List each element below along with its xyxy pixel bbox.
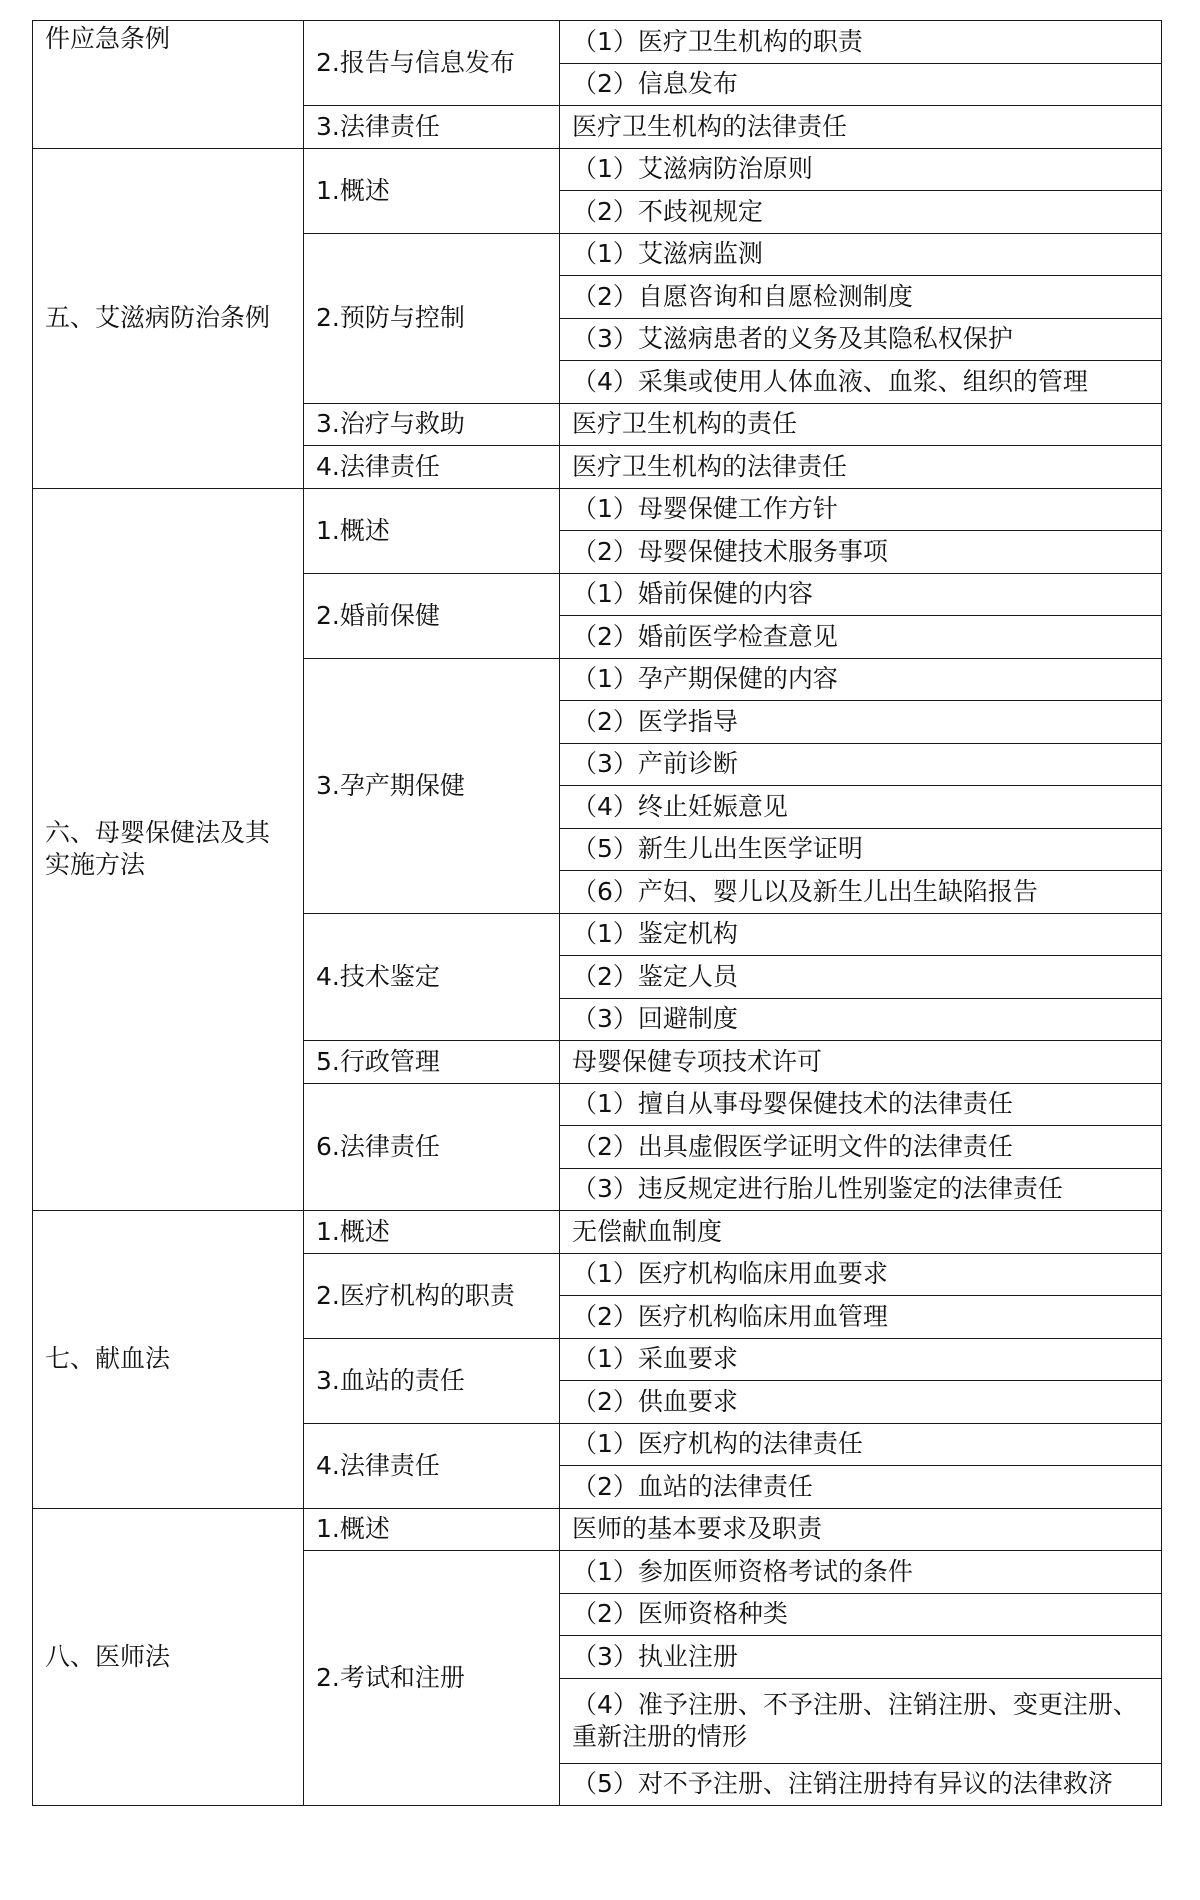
sub-item: （3）违反规定进行胎儿性别鉴定的法律责任 <box>560 1168 1162 1211</box>
sub-item: （2）鉴定人员 <box>560 956 1162 999</box>
item-label: 2.考试和注册 <box>304 1551 560 1806</box>
sub-item: （4）终止妊娠意见 <box>560 786 1162 829</box>
table-row <box>33 1508 1162 1551</box>
sub-item: （1）艾滋病监测 <box>560 233 1162 276</box>
sub-item: （1）医疗卫生机构的职责 <box>560 21 1162 64</box>
sub-item: （1）参加医师资格考试的条件 <box>560 1551 1162 1594</box>
sub-item: 无偿献血制度 <box>560 1211 1162 1254</box>
table-row <box>33 21 1162 64</box>
sub-item: （2）出具虚假医学证明文件的法律责任 <box>560 1126 1162 1169</box>
sub-item: （2）不歧视规定 <box>560 191 1162 234</box>
sub-item: （1）艾滋病防治原则 <box>560 148 1162 191</box>
sub-item: （4）准予注册、不予注册、注销注册、变更注册、重新注册的情形 <box>560 1678 1162 1763</box>
item-label: 1.概述 <box>304 148 560 233</box>
sub-item: （4）采集或使用人体血液、血浆、组织的管理 <box>560 361 1162 404</box>
sub-item: （2）婚前医学检查意见 <box>560 616 1162 659</box>
item-label: 3.法律责任 <box>304 106 560 149</box>
sub-item: （2）医学指导 <box>560 701 1162 744</box>
sub-item: （1）采血要求 <box>560 1338 1162 1381</box>
sub-item: （2）供血要求 <box>560 1381 1162 1424</box>
item-label: 5.行政管理 <box>304 1041 560 1084</box>
sub-item: （2）自愿咨询和自愿检测制度 <box>560 276 1162 319</box>
outline-table <box>32 20 1162 1806</box>
sub-item: （2）母婴保健技术服务事项 <box>560 531 1162 574</box>
sub-item: （1）婚前保健的内容 <box>560 573 1162 616</box>
sub-item: 母婴保健专项技术许可 <box>560 1041 1162 1084</box>
item-label: 4.法律责任 <box>304 446 560 489</box>
item-label: 4.技术鉴定 <box>304 913 560 1041</box>
sub-item: （3）艾滋病患者的义务及其隐私权保护 <box>560 318 1162 361</box>
item-label: 3.血站的责任 <box>304 1338 560 1423</box>
item-label: 6.法律责任 <box>304 1083 560 1211</box>
sub-item: （1）医疗机构临床用血要求 <box>560 1253 1162 1296</box>
sub-item: （1）擅自从事母婴保健技术的法律责任 <box>560 1083 1162 1126</box>
outline-table-body <box>33 21 1162 1806</box>
sub-item: （2）信息发布 <box>560 63 1162 106</box>
sub-item: （2）医疗机构临床用血管理 <box>560 1296 1162 1339</box>
sub-item: （1）鉴定机构 <box>560 913 1162 956</box>
section-title: 六、母婴保健法及其实施方法 <box>33 488 304 1211</box>
item-label: 3.孕产期保健 <box>304 658 560 913</box>
sub-item: （1）孕产期保健的内容 <box>560 658 1162 701</box>
sub-item: （1）医疗机构的法律责任 <box>560 1423 1162 1466</box>
sub-item: （5）对不予注册、注销注册持有异议的法律救济 <box>560 1763 1162 1806</box>
sub-item: 医疗卫生机构的法律责任 <box>560 106 1162 149</box>
sub-item: （1）母婴保健工作方针 <box>560 488 1162 531</box>
item-label: 2.医疗机构的职责 <box>304 1253 560 1338</box>
section-title: 八、医师法 <box>33 1508 304 1806</box>
sub-item: （2）医师资格种类 <box>560 1593 1162 1636</box>
sub-item: 医疗卫生机构的责任 <box>560 403 1162 446</box>
sub-item: 医疗卫生机构的法律责任 <box>560 446 1162 489</box>
section-title: 件应急条例 <box>33 21 304 149</box>
table-row <box>33 148 1162 191</box>
sub-item: （3）回避制度 <box>560 998 1162 1041</box>
item-label: 3.治疗与救助 <box>304 403 560 446</box>
section-title: 五、艾滋病防治条例 <box>33 148 304 488</box>
item-label: 1.概述 <box>304 488 560 573</box>
section-title: 七、献血法 <box>33 1211 304 1509</box>
table-row <box>33 1211 1162 1254</box>
item-label: 2.报告与信息发布 <box>304 21 560 106</box>
sub-item: （3）执业注册 <box>560 1636 1162 1679</box>
sub-item: （6）产妇、婴儿以及新生儿出生缺陷报告 <box>560 871 1162 914</box>
sub-item: 医师的基本要求及职责 <box>560 1508 1162 1551</box>
sub-item: （3）产前诊断 <box>560 743 1162 786</box>
item-label: 1.概述 <box>304 1508 560 1551</box>
item-label: 2.婚前保健 <box>304 573 560 658</box>
item-label: 4.法律责任 <box>304 1423 560 1508</box>
item-label: 2.预防与控制 <box>304 233 560 403</box>
sub-item: （2）血站的法律责任 <box>560 1466 1162 1509</box>
sub-item: （5）新生儿出生医学证明 <box>560 828 1162 871</box>
item-label: 1.概述 <box>304 1211 560 1254</box>
table-row <box>33 488 1162 531</box>
